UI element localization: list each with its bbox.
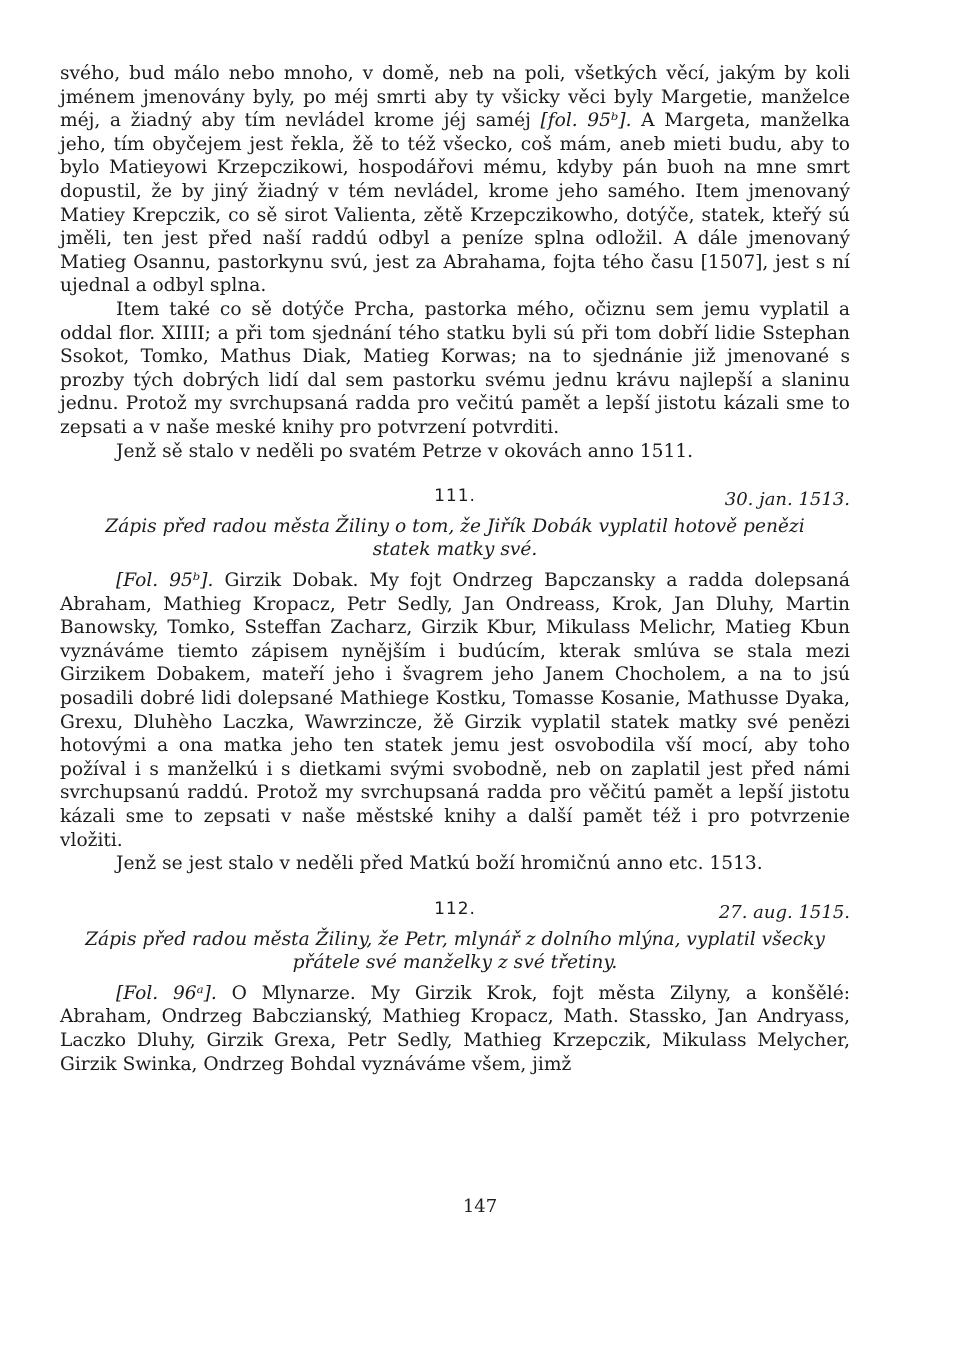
entry-body-text: Girzik Dobak. My fojt Ondrzeg Bapczansky a radda dolepsaná Abraham, Mathieg Kropacz, Petr Sedly, Jan Ondreass, Krok, Jan Dluhy, Martin Banowsky, Tomko, Ssteffan Zacharz, Girzik Kbur, Mikulass Melichr, Matieg Kbun vyznáváme tiemto zápisem nynějším i budúcím, kterak smlúva se stala mezi Girzikem Dobakem, mateří jeho i švagrem jeho Janem Chocholem, a na to jsú posadili dobré lidi dolepsané Mathiege Kostku, Tomasse Kosanie, Mathusse Dyaka, Grexu, Dluhèho Laczka, Wawrzincze, žě Girzik vyplatil statek matky své penězi hotovými a ona matka jeho ten statek jemu jest osvobodila vší mocí, aby toho požíval i s manželkú i s dietkami svými svobodně, neb on zaplatil jest před námi svrchupsanú raddú. Protož my svrchupsaná radda pro věčitú pamět a lepší jistotu kázali sme to zepsati v naše městské knihy a další pamět též i pro potvrzenie vložiti. (60, 570, 850, 851)
folio-marker: [Fol. 95ᵇ]. (116, 570, 214, 592)
entry-body-112 (60, 982, 850, 1076)
entry-number: 111. (434, 486, 476, 507)
entry-body-text: O Mlynarze. My Girzik Krok, fojt města Zilyny, a konšělé: Abraham, Ondrzeg Babczianský, Mathieg Kropacz, Math. Stassko, Jan Andryass, Laczko Dluhy, Girzik Grexa, Petr Sedly, Mathieg Krzepczik, Mikulass Melycher, Girzik Swinka, Ondrzeg Bohdal vyznáváme všem, jimž (60, 982, 850, 1075)
entry-date: 27. aug. 1515. (718, 901, 850, 923)
entry-heading-112 (60, 898, 850, 922)
continuation-text-1: svého, bud málo nebo mnoho, v domě, neb na poli, všetkých věcí, jakým by koli jménem jmenovány byly, po méj smrti aby ty všicky věci byly Margetie, manželce méj, a žiadný aby tím nevládel krome jéj saméj (60, 63, 850, 132)
continuation-paragraph-2: Item také co sě dotýče Prcha, pastorka mého, očiznu sem jemu vyplatil a oddal flor. XIIII; a při tom sjednání tého statku byli sú při tom dobří lidie Sstephan Ssokot, Tomko, Mathus Diak, Matieg Korwas; na to sjednánie již jmenované s prozby tých dobrých lidí dal sem pastorku svému jednu krávu najlepší a slaninu jednu. Protož my svrchupsaná radda pro večitú pamět a lepší jistotu kázali sme to zepsati a v naše meské knihy pro potvrzení potvrditi. (60, 298, 850, 438)
entry-summary: Zápis před radou města Žiliny o tom, že Jiřík Dobák vyplatil hotově penězi statek matky své. (105, 516, 805, 561)
continuation-paragraph (60, 62, 850, 298)
entry-date: 30. jan. 1513. (724, 489, 850, 511)
continuation-closing: Jenž sě stalo v neděli po svatém Petrze v okovách anno 1511. (116, 440, 694, 462)
entry-number: 112. (434, 898, 476, 919)
folio-marker: [Fol. 96ᵃ]. (116, 982, 217, 1004)
entry-summary: Zápis před radou města Žiliny, že Petr, mlynář z dolního mlýna, vyplatil všecky přátele své manželky z své třetiny. (85, 928, 825, 973)
continuation-text-2: A Margeta, manželka jeho, tím obyčejem jest řekla, žě to též všecko, coš mám, aneb mieti budu, aby to bylo Matieyowi Krzepczikowi, hospodářovi mému, kdyby pán buoh na mne smrt dopustil, že by jiný žiadný v tém nevládel, krome jeho samého. Item jmenovaný Matiey Krepczik, co sě sirot Valienta, zětě Krzepczikowho, dotýče, statek, kteřý sú jměli, ten jest před naší raddú odbyl a peníze splna odložil. A dále jmenovaný Matieg Osannu, pastorkynu svú, jest za Abrahama, fojta tého času [1507], jest s ní ujednal a odbyl splna. (60, 110, 850, 297)
entry-heading-111 (60, 485, 850, 509)
entry-closing-111: Jenž se jest stalo v neděli před Matkú boží hromičnú anno etc. 1513. (116, 853, 763, 875)
entry-body-111 (60, 569, 850, 852)
document-page (60, 62, 850, 1076)
page-number: 147 (462, 1196, 498, 1217)
folio-marker: [fol. 95ᵇ]. (540, 110, 632, 132)
